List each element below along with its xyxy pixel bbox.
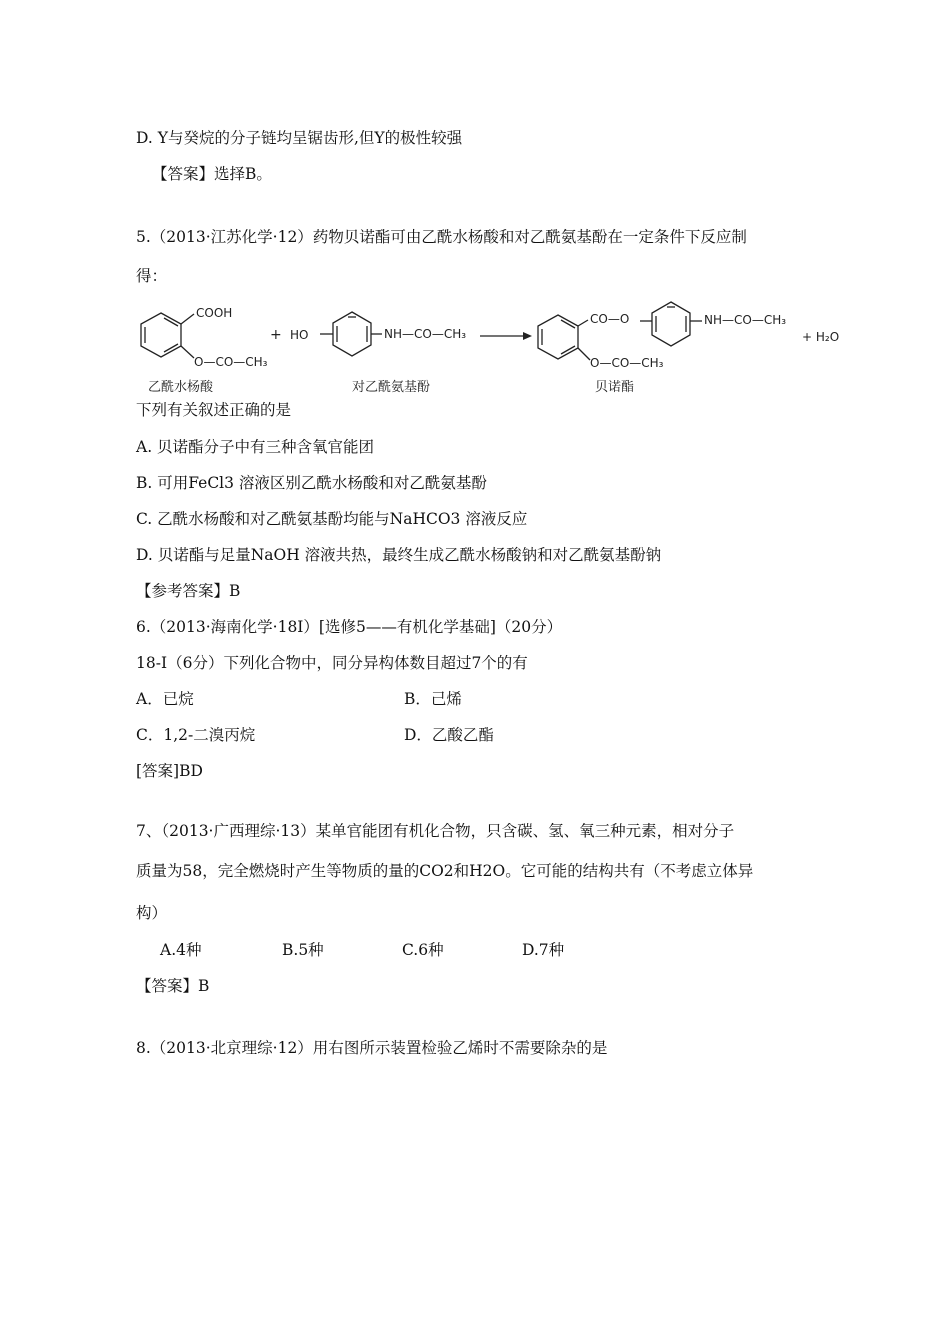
reaction-scheme [130,300,850,400]
q7-stem-line2: 质量为58，完全燃烧时产生等物质的量的CO2和H2O。它可能的结构共有（不考虑立体异 [136,862,754,880]
q5-answer: 【参考答案】B [136,582,241,600]
compound-name-paracetamol: 对乙酰氨基酚 [352,380,431,395]
ho-label: HO [290,328,309,342]
benzene-ring-4 [640,302,702,346]
q6-title: 6.（2013·海南化学·18I）[选修5——有机化学基础]（20分） [136,618,563,636]
q5-option-c: C. 乙酰水杨酸和对乙酰氨基酚均能与NaHCO3 溶液反应 [136,510,528,528]
q5-stem-line2: 得： [136,267,168,285]
q4-option-d: D. Y与癸烷的分子链均呈锯齿形,但Y的极性较强 [136,129,463,147]
amide-label-1: NH—CO—CH₃ [384,327,467,341]
q7-option-c: C.6种 [402,941,444,959]
benzene-ring-1 [141,313,194,358]
ester-link-label: CO—O [590,312,630,326]
q6-answer: [答案]BD [136,762,203,780]
amide-label-2: NH—CO—CH₃ [704,313,787,327]
q5-option-a: A. 贝诺酯分子中有三种含氧官能团 [136,438,375,456]
q5-option-b: B. 可用FeCl3 溶液区别乙酰水杨酸和对乙酰氨基酚 [136,474,487,492]
q5-option-d: D. 贝诺酯与足量NaOH 溶液共热，最终生成乙酰水杨酸钠和对乙酰氨基酚钠 [136,546,662,564]
q7-option-d: D.7种 [522,941,565,959]
q4-answer: 【答案】选择B。 [152,165,272,183]
acetoxy-label-1: O—CO—CH₃ [194,355,268,369]
benzene-ring-3 [538,315,590,360]
plus-sign-1: + [270,327,282,343]
benzene-ring-2 [320,312,382,356]
q6-option-c: C．1,2-二溴丙烷 [136,726,256,744]
q5-question: 下列有关叙述正确的是 [136,401,292,419]
q7-stem-line1: 7、（2013·广西理综·13）某单官能团有机化合物，只含碳、氢、氧三种元素，相对分子 [136,822,735,840]
q7-stem-line3: 构） [136,904,168,922]
compound-name-benorilate: 贝诺酯 [595,380,635,395]
water-label: + H₂O [802,330,840,344]
cooh-label: COOH [196,306,233,320]
q6-option-d: D．乙酸乙酯 [404,726,494,744]
q6-option-b: B．己烯 [404,690,462,708]
q7-answer: 【答案】B [136,977,210,995]
reaction-arrow [480,332,532,340]
q6-stem: 18-I（6分）下列化合物中，同分异构体数目超过7个的有 [136,654,528,672]
q5-stem-line1: 5.（2013·江苏化学·12）药物贝诺酯可由乙酰水杨酸和对乙酰氨基酚在一定条件下反应制 [136,228,747,246]
q7-option-a: A.4种 [160,941,202,959]
q7-option-b: B.5种 [282,941,324,959]
q6-option-a: A．已烷 [136,690,194,708]
compound-name-aspirin: 乙酰水杨酸 [148,380,214,395]
q8-stem: 8.（2013·北京理综·12）用右图所示装置检验乙烯时不需要除杂的是 [136,1039,608,1057]
acetoxy-label-2: O—CO—CH₃ [590,356,664,370]
